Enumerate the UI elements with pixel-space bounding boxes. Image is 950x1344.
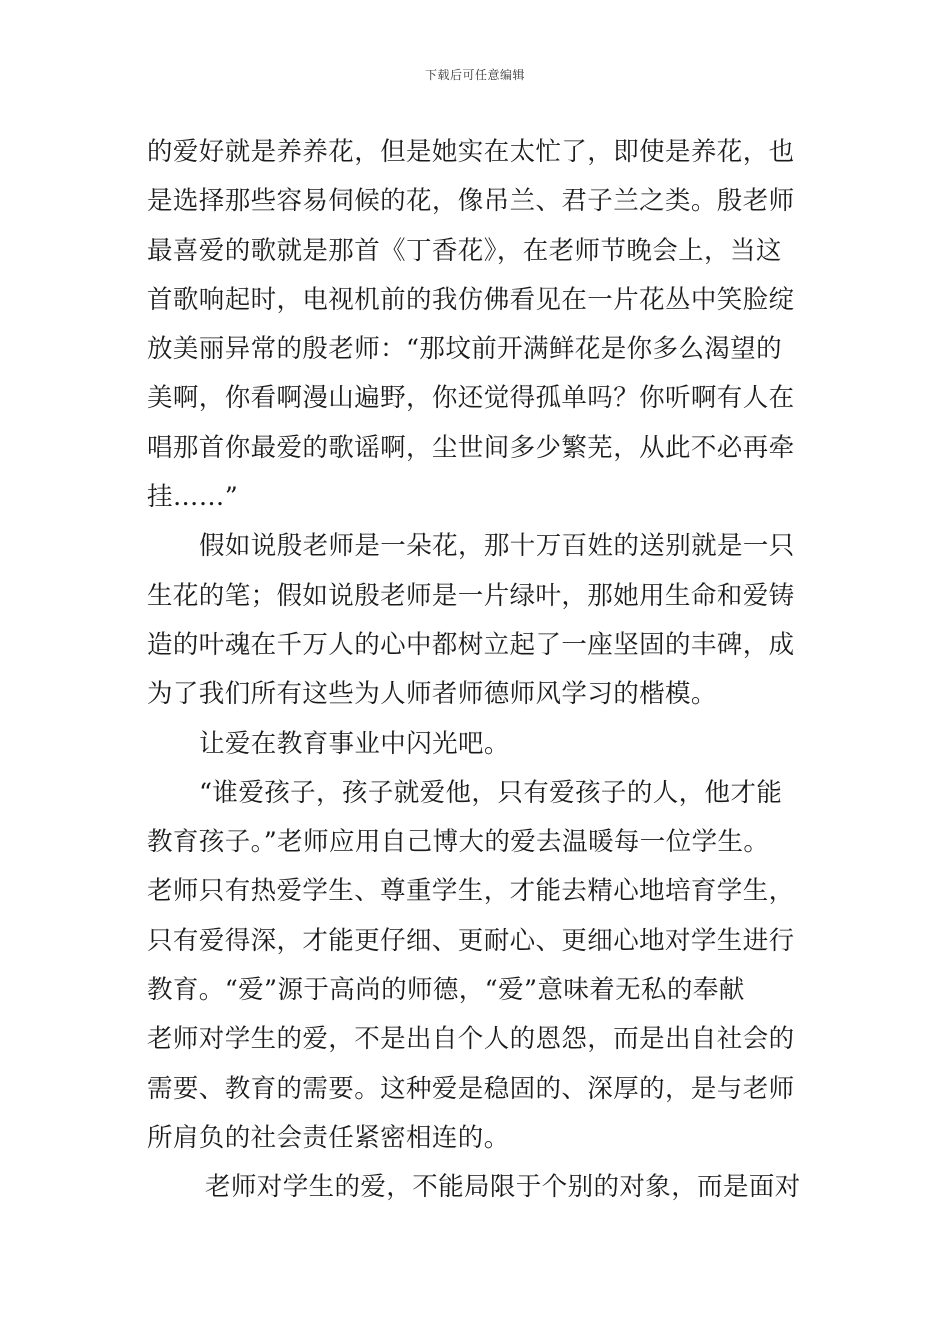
text-line: 需要、教育的需要。这种爱是稳固的、深厚的，是与老师 bbox=[147, 1073, 795, 1104]
paragraph-start-line: 假如说殷老师是一朵花，那十万百姓的送别就是一只 bbox=[199, 531, 795, 562]
text-line: 首歌响起时，电视机前的我仿佛看见在一片花丛中笑脸绽 bbox=[147, 284, 795, 315]
text-line: 生花的笔；假如说殷老师是一片绿叶，那她用生命和爱铸 bbox=[147, 580, 795, 611]
text-line: 挂……” bbox=[147, 482, 239, 513]
text-line: 放美丽异常的殷老师：“那坟前开满鲜花是你多么渴望的 bbox=[147, 334, 783, 365]
body-text bbox=[147, 128, 810, 1213]
text-line: 教育孩子。”老师应用自己博大的爱去温暖每一位学生。 bbox=[147, 827, 770, 858]
text-line: 最喜爱的歌就是那首《丁香花》，在老师节晚会上，当这 bbox=[147, 235, 782, 266]
paragraph-start-line: 老师对学生的爱，不能局限于个别的对象，而是面对 bbox=[205, 1172, 801, 1203]
text-line: 美啊，你看啊漫山遍野，你还觉得孤单吗？你听啊有人在 bbox=[147, 383, 795, 414]
text-line: 所肩负的社会责任紧密相连的。 bbox=[147, 1122, 510, 1153]
text-line: 是选择那些容易伺候的花，像吊兰、君子兰之类。殷老师 bbox=[147, 186, 795, 217]
text-line: 教育。“爱”源于高尚的师德，“爱”意味着无私的奉献 bbox=[147, 975, 745, 1006]
text-line: 老师对学生的爱，不是出自个人的恩怨，而是出自社会的 bbox=[147, 1024, 795, 1055]
text-line: 唱那首你最爱的歌谣啊，尘世间多少繁芜，从此不必再牵 bbox=[147, 432, 795, 463]
page-header: 下载后可任意编辑 bbox=[424, 68, 525, 82]
paragraph-start-line: “谁爱孩子，孩子就爱他，只有爱孩子的人，他才能 bbox=[199, 777, 783, 808]
text-line: 老师只有热爱学生、尊重学生，才能去精心地培育学生， bbox=[147, 876, 795, 907]
text-line: 的爱好就是养养花，但是她实在太忙了，即使是养花，也 bbox=[147, 137, 795, 167]
text-line: 造的叶魂在千万人的心中都树立起了一座坚固的丰碑，成 bbox=[147, 629, 795, 660]
paragraph-start-line: 让爱在教育事业中闪光吧。 bbox=[199, 728, 510, 759]
text-line: 为了我们所有这些为人师者师德师风学习的楷模。 bbox=[147, 679, 717, 710]
text-line: 只有爱得深，才能更仔细、更耐心、更细心地对学生进行 bbox=[147, 925, 795, 956]
